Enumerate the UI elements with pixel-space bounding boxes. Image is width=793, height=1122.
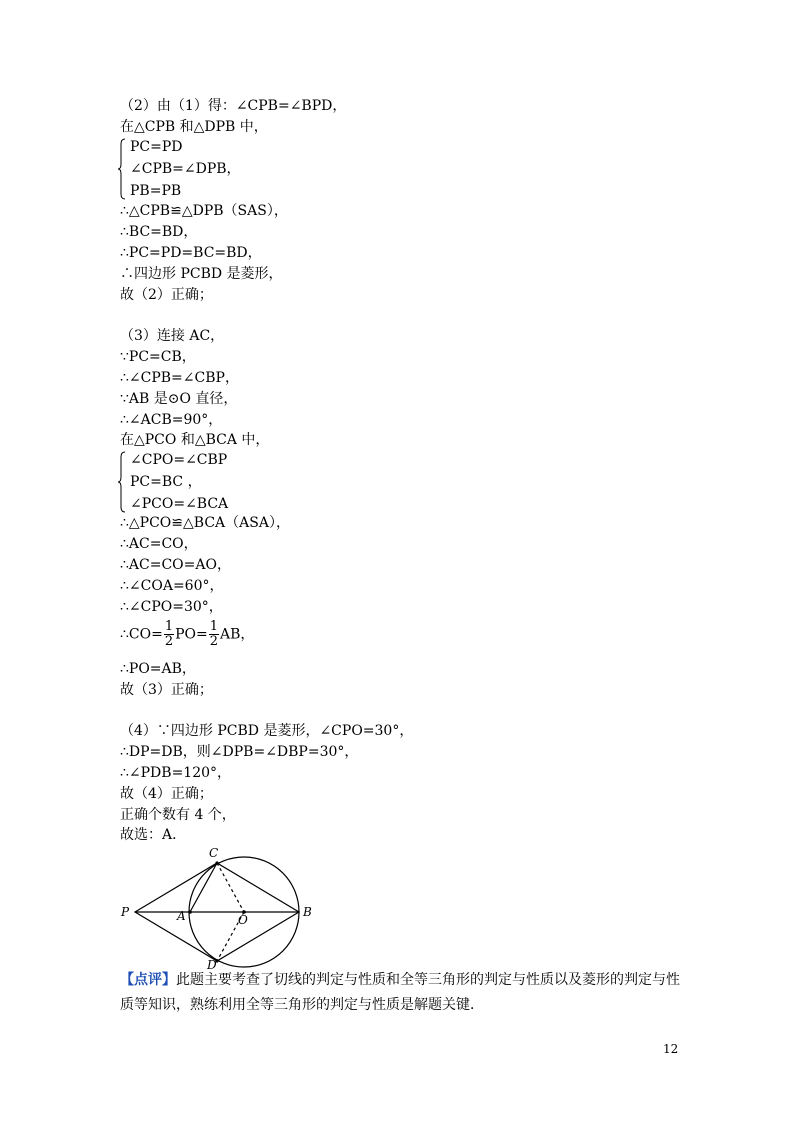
part2-line6: ∴四边形 PCBD 是菱形， (120, 266, 283, 282)
fraction-suffix: AB， (220, 626, 255, 643)
review-line2: 质等知识，熟练利用全等三角形的判定与性质是解题关键． (120, 997, 484, 1013)
part2-equation-system (118, 138, 418, 200)
review-text-1: 此题主要考查了切线的判定与性质和全等三角形的判定与性质以及菱形的判定与性 (176, 972, 680, 988)
part3-line9: ∴AC=CO=AO， (120, 557, 231, 573)
fraction-numerator: 1 (164, 619, 174, 634)
part4-line2: ∴DP=DB，则∠DPB=∠DBP=30°， (120, 744, 359, 760)
part3-line12: ∴PO=AB， (120, 661, 196, 677)
left-brace-icon (118, 138, 126, 200)
fraction-middle: PO= (175, 626, 208, 643)
label-a: A (177, 909, 186, 923)
page-number: 12 (663, 1042, 679, 1056)
fraction-denominator: 2 (209, 634, 219, 649)
part4-line4: 故（4）正确； (120, 786, 213, 802)
part2-line4: ∴BC=BD， (120, 224, 198, 240)
part2-line5: ∴PC=PD=BC=BD， (120, 245, 262, 261)
system-eq-2: PC=BC ， (130, 474, 202, 490)
line-ca (190, 863, 217, 912)
part3-line6: 在△PCO 和△BCA 中， (120, 432, 270, 448)
part4-line5: 正确个数有 4 个， (120, 807, 236, 823)
fraction-half-1 (164, 620, 174, 649)
label-b: B (303, 905, 312, 919)
part3-line1: （3）连接 AC， (120, 328, 225, 344)
part2-line7: 故（2）正确； (120, 287, 213, 303)
left-brace-icon (118, 451, 126, 513)
geometry-figure (115, 845, 325, 970)
part3-line4: ∵AB 是⊙O 直径， (120, 391, 238, 407)
label-c: C (209, 846, 219, 860)
point-c (215, 861, 218, 864)
part4-line6: 故选：A． (120, 827, 187, 843)
part3-line11: ∴∠CPO=30°， (120, 599, 223, 615)
label-o: O (238, 913, 248, 927)
part3-line8: ∴AC=CO， (120, 536, 198, 552)
system-eq-1: ∠CPO=∠CBP (130, 452, 228, 468)
part4-line3: ∴∠PDB=120°， (120, 765, 232, 781)
part3-line3: ∴∠CPB=∠CBP， (120, 370, 239, 386)
part3-line7: ∴△PCO≌△BCA（ASA）， (120, 515, 290, 531)
part2-line2: 在△CPB 和△DPB 中， (120, 119, 268, 135)
part2-line3: ∴△CPB≌△DPB（SAS）， (120, 203, 288, 219)
fraction-half-2 (209, 620, 219, 649)
part3-line5: ∴∠ACB=90°， (120, 412, 223, 428)
part2-line1: （2）由（1）得：∠CPB=∠BPD， (120, 98, 347, 114)
system-eq-2: ∠CPB=∠DPB， (130, 161, 241, 177)
label-p: P (121, 905, 130, 919)
part3-line2: ∵PC=CB， (120, 349, 196, 365)
line-co (217, 863, 244, 912)
part3-equation-system (118, 451, 418, 513)
system-eq-1: PC=PD (130, 139, 183, 155)
part3-line13: 故（3）正确； (120, 682, 213, 698)
fraction-numerator: 1 (209, 619, 219, 634)
fraction-prefix: ∴CO= (120, 626, 163, 643)
system-eq-3: ∠PCO=∠BCA (130, 496, 229, 512)
fraction-denominator: 2 (164, 634, 174, 649)
point-a (188, 910, 192, 914)
part4-line1: （4）∵四边形 PCBD 是菱形，∠CPO=30°， (120, 723, 414, 739)
part3-fraction-line (120, 620, 254, 649)
part3-line10: ∴∠COA=60°， (120, 578, 224, 594)
review-tag: 【点评】 (120, 972, 176, 988)
review-line1 (120, 971, 680, 989)
label-d: D (207, 958, 217, 970)
system-eq-3: PB=PB (130, 183, 182, 199)
